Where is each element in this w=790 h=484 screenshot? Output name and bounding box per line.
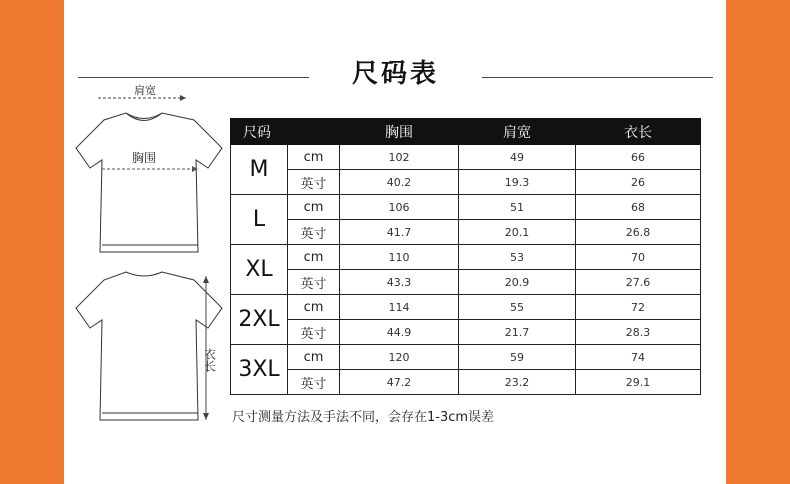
header-chest: 胸围 bbox=[340, 119, 459, 145]
table-cell: 19.3 bbox=[459, 170, 576, 195]
title-divider-right bbox=[482, 77, 713, 78]
table-cell: 68 bbox=[576, 195, 701, 220]
size-cell: L bbox=[231, 195, 288, 245]
table-row bbox=[231, 295, 701, 320]
chest-label: 胸围 bbox=[132, 151, 157, 165]
table-cell: 43.3 bbox=[340, 270, 459, 295]
unit-cm: cm bbox=[288, 195, 340, 220]
table-cell: 59 bbox=[459, 345, 576, 370]
table-row bbox=[231, 170, 701, 195]
table-cell: 114 bbox=[340, 295, 459, 320]
unit-cm: cm bbox=[288, 345, 340, 370]
length-label-text: 衣长 bbox=[202, 348, 217, 372]
table-row bbox=[231, 320, 701, 345]
unit-inch: 英寸 bbox=[288, 220, 340, 245]
table-cell: 53 bbox=[459, 245, 576, 270]
table-cell: 51 bbox=[459, 195, 576, 220]
chest-width-line bbox=[102, 166, 198, 172]
shoulder-width-label: 肩宽 bbox=[134, 84, 156, 97]
size-cell: 2XL bbox=[231, 295, 288, 345]
table-cell: 29.1 bbox=[576, 370, 701, 395]
size-cell: M bbox=[231, 145, 288, 195]
header-length: 衣长 bbox=[576, 119, 701, 145]
table-row bbox=[231, 370, 701, 395]
unit-cm: cm bbox=[288, 245, 340, 270]
unit-inch: 英寸 bbox=[288, 320, 340, 345]
table-cell: 26.8 bbox=[576, 220, 701, 245]
table-cell: 28.3 bbox=[576, 320, 701, 345]
tshirt-diagram bbox=[64, 0, 234, 484]
table-cell: 47.2 bbox=[340, 370, 459, 395]
size-cell: 3XL bbox=[231, 345, 288, 395]
table-row bbox=[231, 345, 701, 370]
unit-inch: 英寸 bbox=[288, 270, 340, 295]
table-cell: 110 bbox=[340, 245, 459, 270]
tshirt-back-icon bbox=[76, 272, 222, 420]
header-size: 尺码 bbox=[231, 119, 340, 145]
table-cell: 41.7 bbox=[340, 220, 459, 245]
measurement-note: 尺寸测量方法及手法不同，会存在1-3cm误差 bbox=[232, 410, 495, 425]
table-cell: 120 bbox=[340, 345, 459, 370]
unit-inch: 英寸 bbox=[288, 170, 340, 195]
table-cell: 74 bbox=[576, 345, 701, 370]
header-shoulder: 肩宽 bbox=[459, 119, 576, 145]
length-label bbox=[202, 348, 216, 375]
table-cell: 66 bbox=[576, 145, 701, 170]
table-cell: 21.7 bbox=[459, 320, 576, 345]
table-cell: 72 bbox=[576, 295, 701, 320]
table-row bbox=[231, 145, 701, 170]
table-cell: 23.2 bbox=[459, 370, 576, 395]
table-cell: 106 bbox=[340, 195, 459, 220]
size-cell: XL bbox=[231, 245, 288, 295]
table-cell: 27.6 bbox=[576, 270, 701, 295]
table-row bbox=[231, 270, 701, 295]
table-cell: 70 bbox=[576, 245, 701, 270]
unit-cm: cm bbox=[288, 295, 340, 320]
page-title: 尺码表 bbox=[351, 59, 439, 89]
size-chart-panel bbox=[64, 0, 726, 484]
table-cell: 40.2 bbox=[340, 170, 459, 195]
table-cell: 26 bbox=[576, 170, 701, 195]
size-table bbox=[230, 118, 701, 395]
unit-cm: cm bbox=[288, 145, 340, 170]
table-row bbox=[231, 245, 701, 270]
table-header-row bbox=[231, 119, 701, 145]
unit-inch: 英寸 bbox=[288, 370, 340, 395]
table-cell: 55 bbox=[459, 295, 576, 320]
table-cell: 20.9 bbox=[459, 270, 576, 295]
tshirt-front-icon bbox=[76, 113, 222, 252]
table-cell: 102 bbox=[340, 145, 459, 170]
table-cell: 49 bbox=[459, 145, 576, 170]
table-cell: 44.9 bbox=[340, 320, 459, 345]
table-row bbox=[231, 195, 701, 220]
table-row bbox=[231, 220, 701, 245]
table-cell: 20.1 bbox=[459, 220, 576, 245]
